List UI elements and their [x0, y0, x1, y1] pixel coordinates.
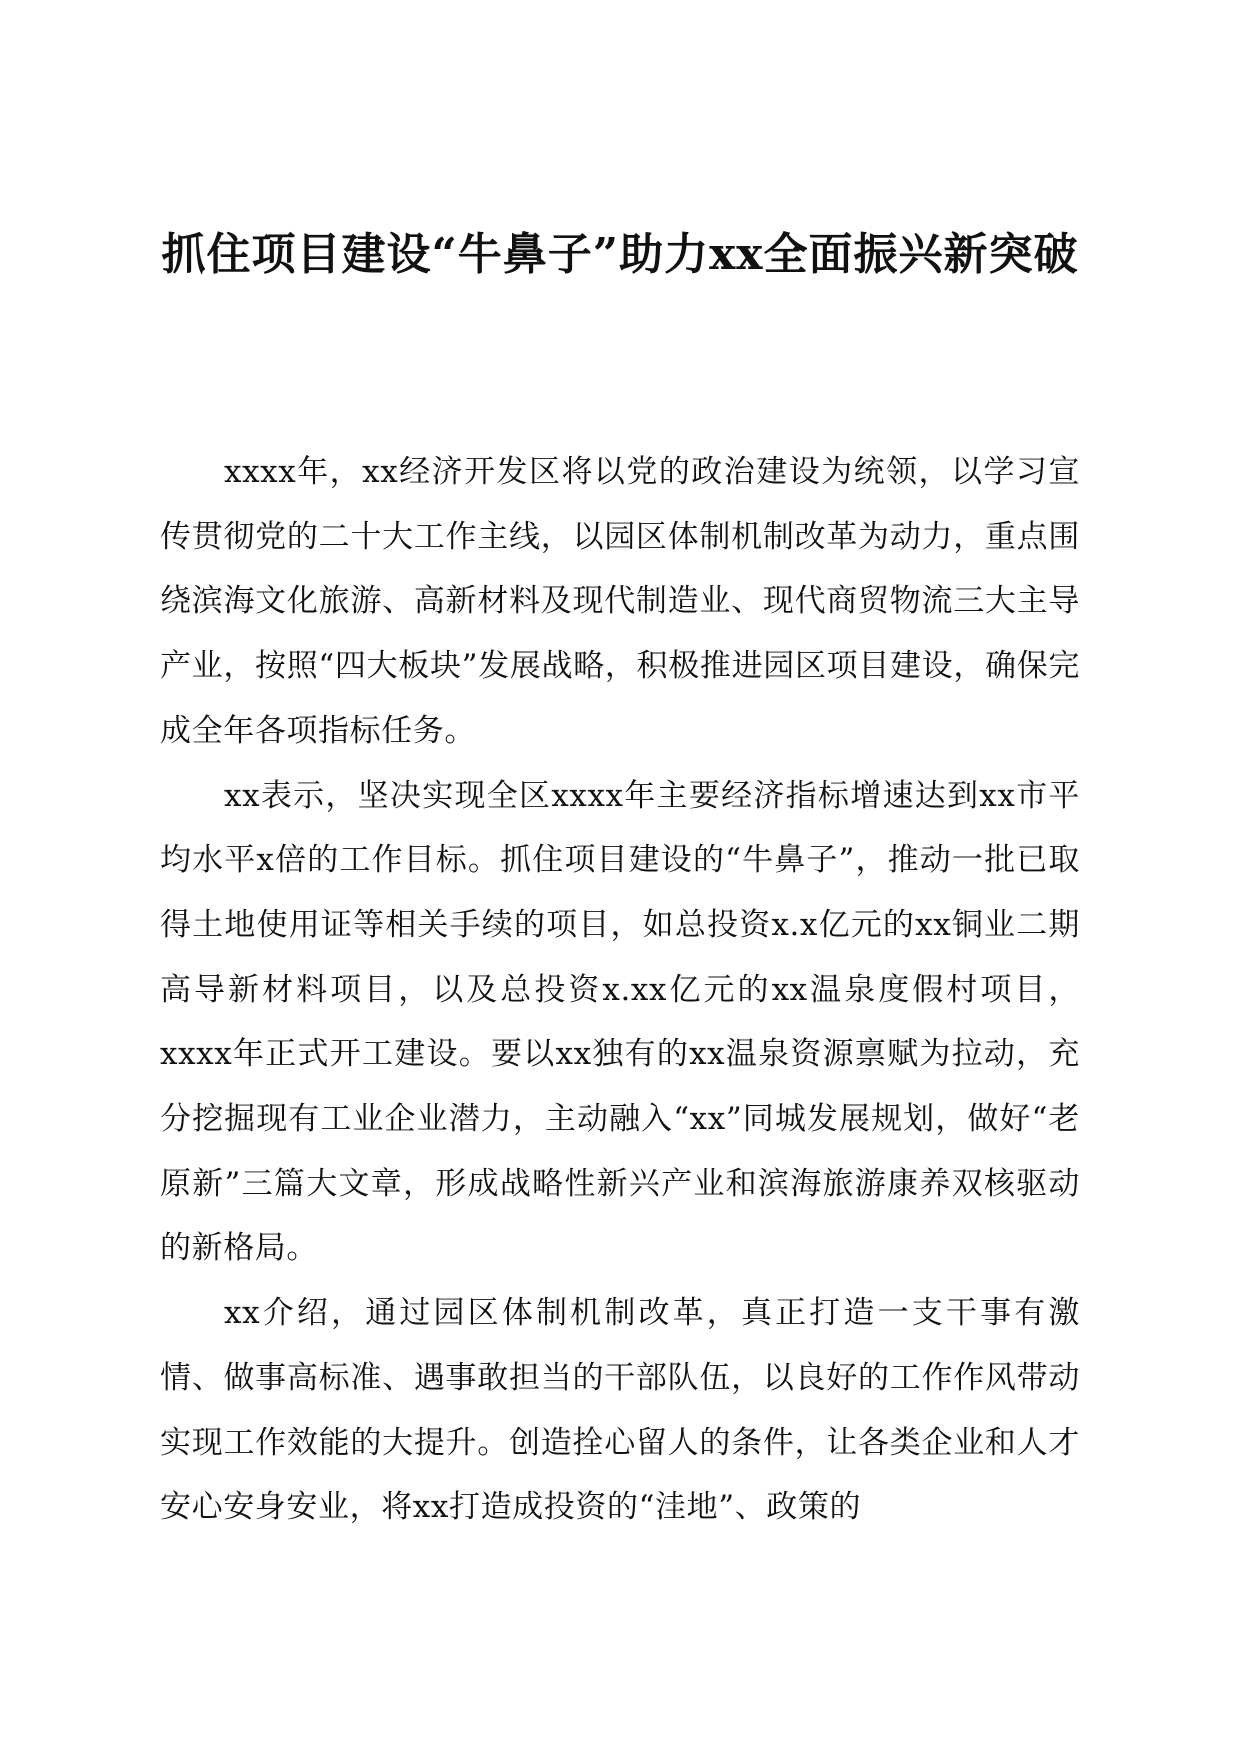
paragraph-2: xx表示，坚决实现全区xxxx年主要经济指标增速达到xx市平均水平x倍的工作目标。抓住项目建设的“牛鼻子”，推动一批已取得土地使用证等相关手续的项目，如总投资x.x亿元的xx铜业二期高导新材料项目，以及总投资x.xx亿元的xx温泉度假村项目，xxxx年正式开工建设。要以xx独有的xx温泉资源禀赋为拉动，充分挖掘现有工业企业潜力，主动融入“xx”同城发展规划，做好“老原新”三篇大文章，形成战略性新兴产业和滨海旅游康养双核驱动的新格局。 — [160, 777, 1080, 1267]
document-body — [160, 440, 1080, 1540]
paragraph-1: xxxx年，xx经济开发区将以党的政治建设为统领，以学习宣传贯彻党的二十大工作主线，以园区体制机制改革为动力，重点围绕滨海文化旅游、高新材料及现代制造业、现代商贸物流三大主导产业，按照“四大板块”发展战略，积极推进园区项目建设，确保完成全年各项指标任务。 — [160, 454, 1080, 749]
paragraph-3: xx介绍，通过园区体制机制改革，真正打造一支干事有激情、做事高标准、遇事敢担当的干部队伍，以良好的工作作风带动实现工作效能的大提升。创造拴心留人的条件，让各类企业和人才安心安身安业，将xx打造成投资的“洼地”、政策的 — [160, 1295, 1080, 1526]
document-title: 抓住项目建设“牛鼻子”助力xx全面振兴新突破 — [161, 229, 1079, 280]
